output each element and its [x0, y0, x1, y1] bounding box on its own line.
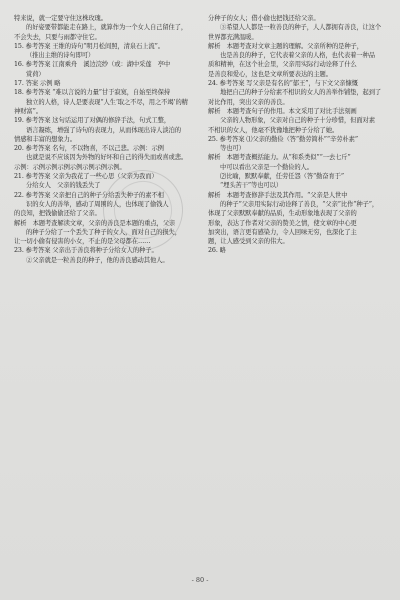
answer-23: 23. 参考答案 父亲出于善良将种子分给女人的种子。 — [14, 247, 158, 255]
answer-line: 神财富”。 — [14, 107, 42, 115]
answer-line: 等也可） — [220, 145, 245, 153]
answer-line: 中可以看出父亲是一个勤俭的人。 — [220, 163, 313, 171]
answer-line: 也是善良的种子，它代表着父亲的人格，也代表着一种品 — [220, 52, 375, 60]
answer-line: ⑵比喻，默默奉献，任劳任怨（答“勤奋育于” — [220, 173, 344, 181]
answer-line: 让一切小偷有侵害的小女，不止的是父母都在…… — [14, 238, 151, 246]
answer-line: 解析 本题考查解读文章，父亲的善良是本题的重点，父亲 — [14, 219, 176, 227]
answer-line: 分种子的女人；借小偷也把钱还给父亲。 — [208, 15, 320, 22]
answer-17: 17. 答案 示例 略 — [14, 80, 61, 88]
answer-line: 赏荷） — [26, 70, 45, 78]
answer-line: 不相识的女人，他毫不犹豫地把种子分给了她。 — [208, 126, 339, 134]
answer-line: 的种子分给了一个丢失了种子的女人，面对自己的损失， — [26, 228, 181, 236]
answer-20: 20. 参考答案 名句，不以物喜，不以己悲。示例：示例 — [14, 145, 164, 153]
answer-line: 情感和丰富的想象力。 — [14, 135, 76, 143]
answer-line: 地把自己的种子分给素不相识的女人的善举作铺垫，起到了 — [220, 89, 382, 97]
answer-line: 解析 本题考查对文章主题的理解。父亲所种的是种子， — [208, 42, 363, 50]
answer-26: 26. 略 — [208, 247, 226, 255]
answer-line: 的良知，把钱偷偷还给了父亲。 — [14, 210, 101, 218]
answer-line: 加突出，语言更有感染力，令人回味无穷，也深化了主 — [208, 228, 357, 236]
page-number: - 80 - — [191, 576, 209, 584]
answer-line: 解析 本题考查修辞手法及其作用。“父亲是人世中 — [208, 191, 348, 199]
answer-line: 是善良和爱心，这也是文章所要表达的主题。 — [208, 70, 332, 78]
answer-line: ②父亲就是一粒善良的种子，他的善良感动其他人。 — [26, 256, 169, 264]
answer-line: “埋头苦干”等也可以） — [220, 182, 283, 190]
answer-line: 不会失去，只要与雨都守住它。 — [14, 33, 101, 41]
answer-line: 语言凝练，增强了诗句的表现力，从而体现出诗人淡泊的 — [26, 126, 181, 134]
answer-25: 25. 参考答案 ⑴父亲的勤俭（答“勤劳简朴”“辛劳朴素” — [208, 135, 358, 143]
answer-line: （推出主维的诗句即可） — [26, 52, 95, 60]
answer-line: 的种子”父亲用实际行动诠释了善良，“父亲”比作“种子”， — [220, 200, 379, 208]
answer-line: 分给女人 父亲的钱丢失了 — [26, 182, 101, 190]
answer-line: 质和精神，在这个社会里，父亲用实际行动诠释了什么 — [208, 61, 357, 69]
answer-line: 题，让人感受到父亲的伟大。 — [208, 238, 289, 246]
answer-24: 24. 参考答案 写父亲是有名的“郁王”，与下文父亲慷慨 — [208, 80, 358, 88]
answer-16: 16. 参考答案 江南乘舟 溪边浣纱（或：湖中采莲 亭中 — [14, 61, 171, 69]
answer-line: 独立的人格，诗人是要表现“人生‘取之不尽，用之不竭’的精 — [26, 98, 188, 106]
answer-line: ③希望人人都是一粒善良的种子，人人都拥有善良，让这个 — [220, 24, 382, 32]
answer-line: 对比作用，突出父亲的善良。 — [208, 98, 289, 106]
answer-line: 解析 本题考查概括能力。从“和系类似”“一去七斤” — [208, 154, 351, 162]
answer-line: 示例：示例示例示例示例示例示例示例。 — [14, 163, 126, 171]
answer-line: 体现了父亲默默奉献的品质，生动形象地表现了父亲的 — [208, 210, 357, 218]
answer-line: 解析 本题考查句子的作用。本文采用了对比手法刻画 — [208, 107, 357, 115]
answer-line: 识的女人的善举，感动了周围的人，也体现了偷钱人 — [26, 200, 169, 208]
answer-21: 21. 参考答案 父亲为我花了一些心思（父亲为我而） — [14, 173, 158, 181]
answer-19: 19. 参考答案 这句话运用了对偶的修辞手法，句式工整， — [14, 117, 171, 125]
answer-line: 的好姿要带都能走在路上，就算作为一个女人自己留住了， — [26, 24, 188, 32]
answer-line: 也就是说不应该因为外物的好坏和自己的得失而或喜或悲。 — [26, 154, 188, 162]
answer-line: 形象，表达了作者对父亲的赞美之情，使文章的中心更 — [208, 219, 357, 227]
answer-22: 22. 参考答案 父亲把自己的种子分给丢失种子的素不相 — [14, 191, 164, 199]
answer-line: 特来说，就一定要守住这株玫瑰。 — [14, 15, 107, 22]
answer-line: 父亲的人物形象，父亲对自己的种子十分珍惜，但面对素 — [220, 117, 375, 125]
right-column — [208, 14, 382, 256]
answer-18: 18. 参考答案 “难以言说的力量”甘于寂寞，自始至终保持 — [14, 89, 171, 97]
answer-15: 15. 参考答案 王维的诗句“明月松间照，清泉石上流”。 — [14, 42, 164, 50]
answer-line: 世界都充满温暖。 — [208, 33, 258, 41]
